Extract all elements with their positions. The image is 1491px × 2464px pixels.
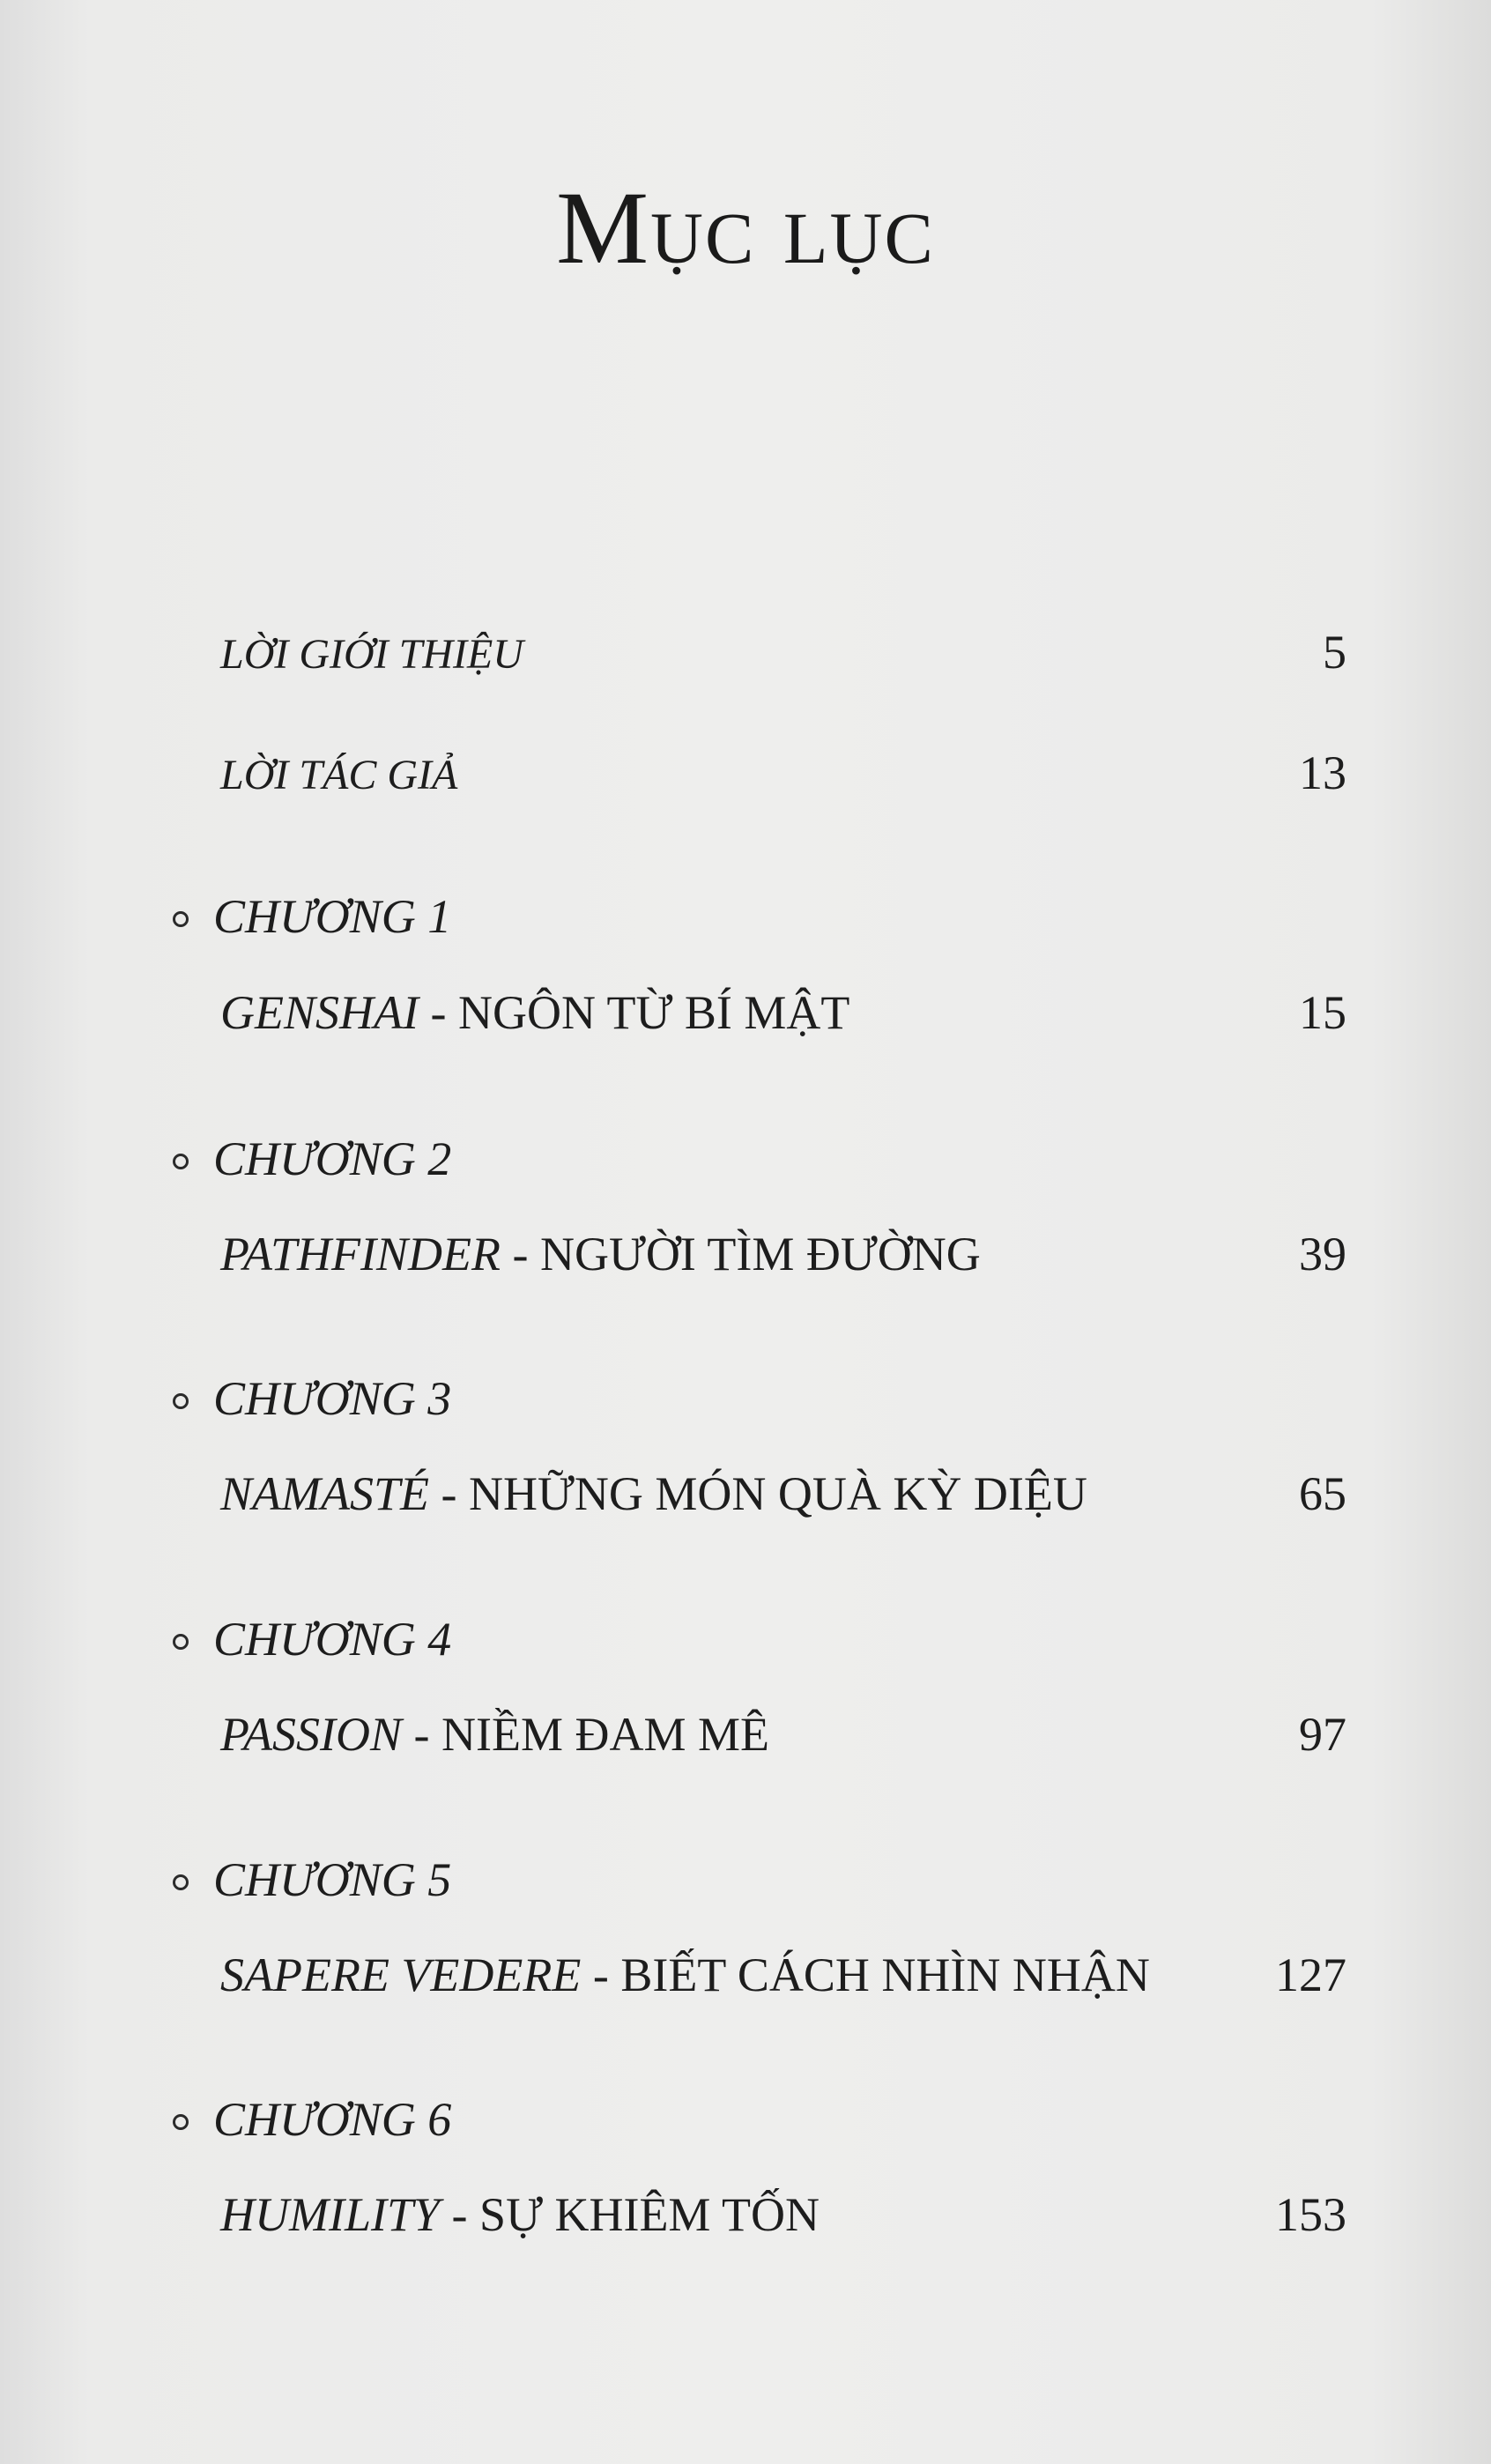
chapter-name: PASSION: [220, 1708, 403, 1761]
toc-entry-title: [220, 1463, 1087, 1525]
separator: -: [429, 1467, 469, 1520]
toc-entry-page: 5: [1323, 626, 1346, 679]
toc-entry-chapter-3: [220, 1463, 1346, 1525]
toc-entry-chapter-4: [220, 1703, 1346, 1765]
separator: -: [581, 1948, 621, 2001]
chapter-name: NAMASTÉ: [220, 1467, 429, 1520]
chapter-subtitle: NGƯỜI TÌM ĐƯỜNG: [539, 1228, 981, 1280]
separator: -: [402, 1708, 441, 1761]
chapter-subtitle: NGÔN TỪ BÍ MẬT: [457, 986, 850, 1039]
chapter-name: GENSHAI: [220, 986, 419, 1039]
chapter-heading-1: [173, 886, 451, 947]
chapter-label: CHƯƠNG 6: [213, 2093, 452, 2146]
circle-bullet-icon: [173, 1154, 189, 1169]
chapter-label: CHƯƠNG 1: [213, 890, 452, 943]
chapter-name: HUMILITY: [220, 2188, 441, 2241]
toc-entry-page: 15: [1299, 986, 1346, 1039]
toc-entry-title: [220, 2184, 820, 2245]
chapter-label: CHƯƠNG 4: [213, 1613, 452, 1666]
chapter-heading-2: [173, 1128, 451, 1190]
chapter-heading-4: [173, 1608, 451, 1670]
chapter-subtitle: NHỮNG MÓN QUÀ KỲ DIỆU: [468, 1467, 1087, 1520]
toc-entry-title: [220, 1703, 769, 1765]
circle-bullet-icon: [173, 2114, 189, 2130]
toc-entry-page: 127: [1275, 1948, 1346, 2001]
chapter-label: CHƯƠNG 5: [213, 1853, 452, 1906]
separator: -: [501, 1228, 540, 1280]
chapter-heading-3: [173, 1368, 451, 1429]
circle-bullet-icon: [173, 1874, 189, 1890]
toc-entry-introduction: [220, 621, 1346, 683]
toc-entry-chapter-1: [220, 982, 1346, 1043]
separator: -: [418, 986, 458, 1039]
toc-entry-chapter-5: [220, 1944, 1346, 2006]
chapter-name: SAPERE VEDERE: [220, 1948, 582, 2001]
chapter-subtitle: NIỀM ĐAM MÊ: [441, 1708, 769, 1761]
toc-entry-page: 153: [1275, 2188, 1346, 2241]
circle-bullet-icon: [173, 1393, 189, 1409]
circle-bullet-icon: [173, 911, 189, 927]
page-title: Mục lục: [556, 170, 935, 286]
toc-entry-page: 97: [1299, 1708, 1346, 1761]
circle-bullet-icon: [173, 1634, 189, 1650]
toc-entry-chapter-2: [220, 1223, 1346, 1285]
chapter-name: PATHFINDER: [220, 1228, 501, 1280]
toc-entry-page: 65: [1299, 1467, 1346, 1520]
chapter-heading-6: [173, 2089, 451, 2150]
chapter-subtitle: SỰ KHIÊM TỐN: [479, 2188, 820, 2241]
toc-entry-author-note: [220, 742, 1346, 804]
chapter-label: CHƯƠNG 3: [213, 1372, 452, 1425]
toc-entry-title: LỜI TÁC GIẢ: [220, 752, 458, 798]
toc-entry-page: 39: [1299, 1228, 1346, 1280]
toc-entry-page: 13: [1299, 746, 1346, 799]
toc-entry-title: [220, 1944, 1150, 2006]
chapter-label: CHƯƠNG 2: [213, 1132, 452, 1185]
toc-entry-title: LỜI GIỚI THIỆU: [220, 631, 523, 678]
separator: -: [440, 2188, 480, 2241]
toc-entry-title: [220, 982, 849, 1043]
toc-entry-chapter-6: [220, 2184, 1346, 2245]
chapter-subtitle: BIẾT CÁCH NHÌN NHẬN: [620, 1948, 1150, 2001]
toc-entry-title: [220, 1223, 981, 1285]
chapter-heading-5: [173, 1849, 451, 1911]
